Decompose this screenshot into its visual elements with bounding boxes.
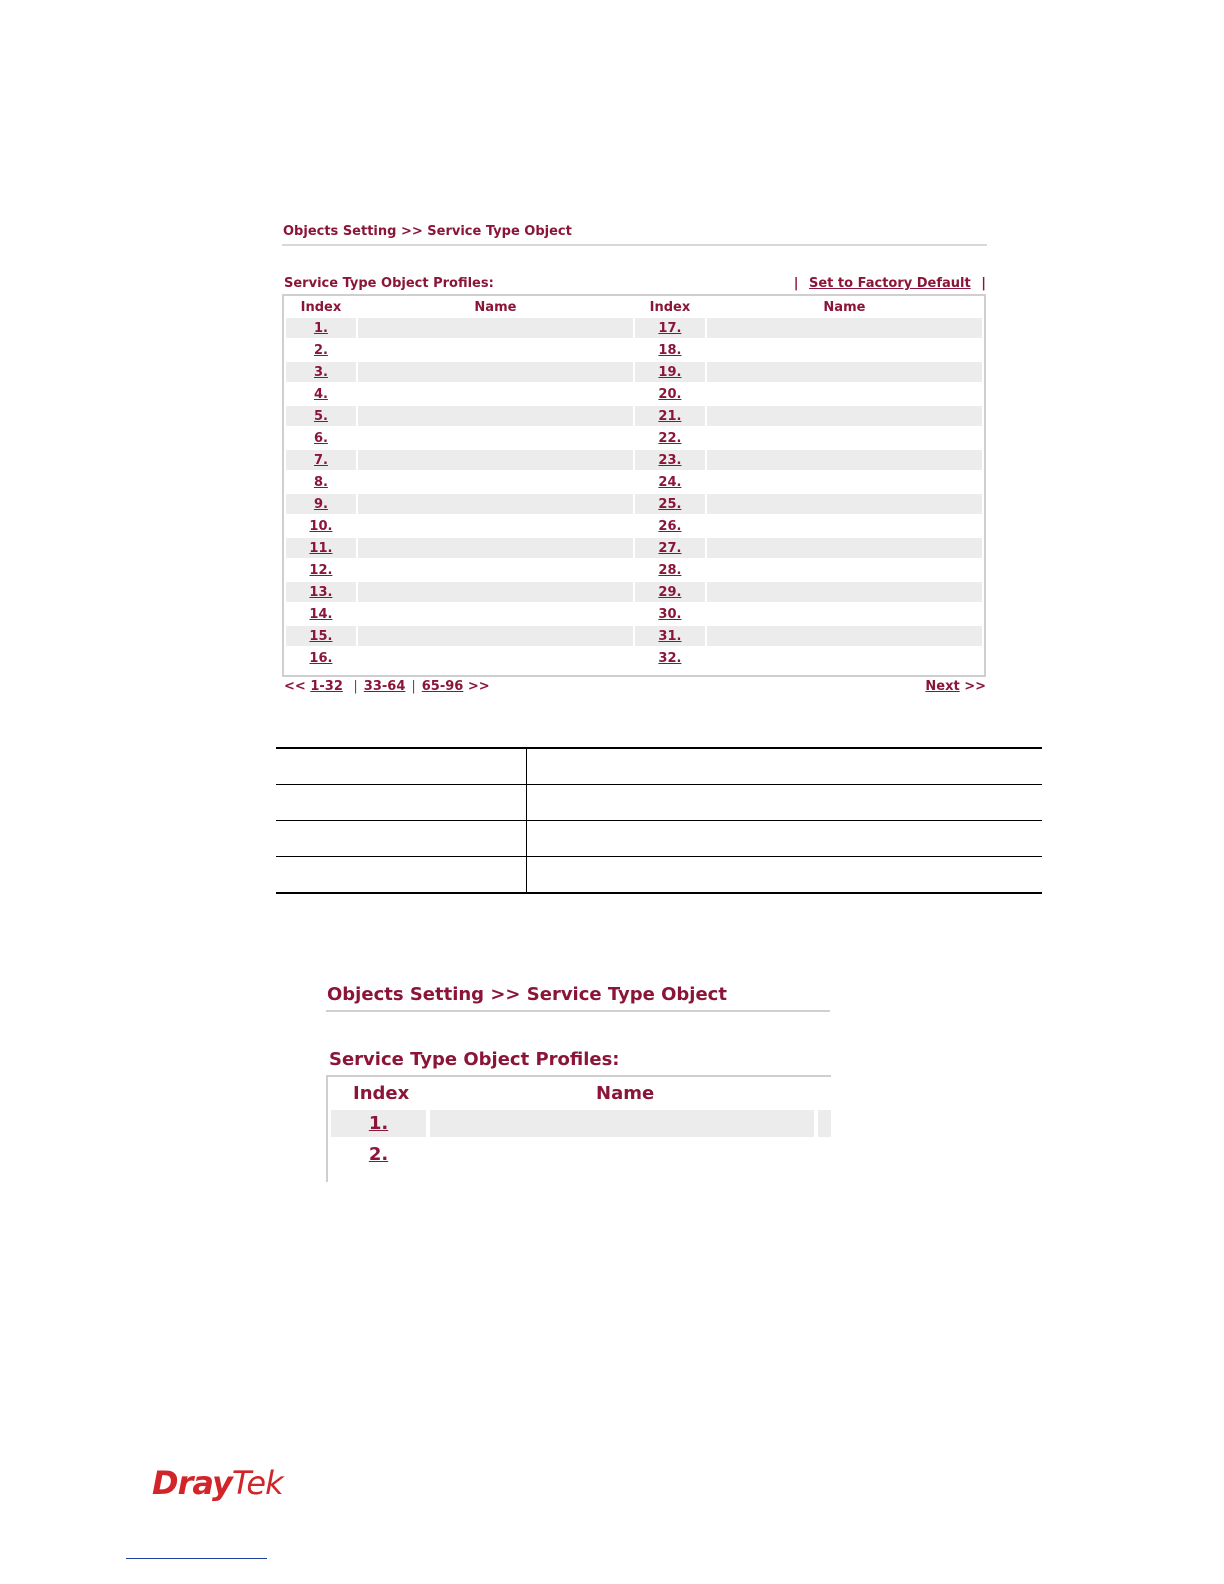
name-cell: [430, 1110, 814, 1137]
profile-index-link[interactable]: 1.: [313, 320, 328, 336]
index-cell: [635, 648, 705, 670]
index-cell: [286, 648, 356, 670]
next-column-cell: [818, 1141, 831, 1168]
index-cell: [635, 582, 705, 604]
table-header-row: [286, 298, 982, 318]
page-links: [284, 679, 490, 694]
table-row: [286, 428, 982, 450]
logo-dray: Dray: [152, 1464, 232, 1502]
page-link-1-32[interactable]: 1-32: [310, 679, 343, 694]
profile-index-link[interactable]: 6.: [313, 430, 328, 446]
name-cell: [358, 406, 633, 428]
profile-index-link[interactable]: 1.: [368, 1113, 389, 1134]
name-cell: [430, 1141, 814, 1168]
table-row: [286, 340, 982, 362]
draytek-logo: [152, 1464, 283, 1502]
index-cell: [635, 318, 705, 340]
table-row: [286, 494, 982, 516]
index-cell: [286, 362, 356, 384]
page-title: Objects Setting >> Service Type Object: [326, 980, 830, 1012]
profile-index-link[interactable]: 31.: [658, 628, 682, 644]
profile-index-link[interactable]: 10.: [309, 518, 333, 534]
name-cell: [358, 472, 633, 494]
name-cell: [707, 648, 982, 670]
name-cell: [707, 384, 982, 406]
index-cell: [635, 362, 705, 384]
table-row: [286, 516, 982, 538]
table-row: [286, 318, 982, 340]
table-row: [286, 560, 982, 582]
table-rule: [276, 784, 1042, 785]
profiles-title: Service Type Object Profiles:: [284, 276, 494, 291]
name-cell: [358, 362, 633, 384]
index-cell: [286, 494, 356, 516]
profiles-grid: [326, 1075, 831, 1182]
profile-index-link[interactable]: 2.: [313, 342, 328, 358]
profile-index-link[interactable]: 20.: [658, 386, 682, 402]
name-cell: [358, 428, 633, 450]
name-cell: [707, 560, 982, 582]
index-cell: [286, 428, 356, 450]
index-cell: [635, 494, 705, 516]
profiles-grid: [282, 294, 986, 677]
profile-index-link[interactable]: 30.: [658, 606, 682, 622]
profile-index-link[interactable]: 27.: [658, 540, 682, 556]
service-type-object-screenshot: [282, 220, 988, 697]
table-row: [286, 362, 982, 384]
index-cell: [331, 1110, 426, 1137]
header-name: Name: [596, 1083, 655, 1104]
name-cell: [707, 362, 982, 384]
table-header-row: [328, 1077, 831, 1110]
profiles-table-body: [286, 318, 982, 670]
index-cell: [286, 582, 356, 604]
table-row: [328, 1141, 831, 1168]
profiles-title: Service Type Object Profiles:: [329, 1049, 620, 1070]
table-row: [286, 626, 982, 648]
index-cell: [635, 538, 705, 560]
description-table: [276, 747, 1042, 894]
index-cell: [286, 384, 356, 406]
separator: |: [793, 276, 799, 291]
profile-index-link[interactable]: 4.: [313, 386, 328, 402]
profile-index-link[interactable]: 24.: [658, 474, 682, 490]
next-page-arrows: >>: [467, 679, 490, 694]
name-cell: [707, 340, 982, 362]
prev-arrows: <<: [284, 679, 306, 694]
next-column-cell: [818, 1110, 831, 1137]
name-cell: [358, 626, 633, 648]
profile-index-link[interactable]: 2.: [368, 1144, 389, 1165]
profile-index-link[interactable]: 17.: [658, 320, 682, 336]
index-cell: [286, 626, 356, 648]
footer-rule: [126, 1558, 267, 1559]
profile-index-link[interactable]: 11.: [309, 540, 333, 556]
name-cell: [707, 494, 982, 516]
profile-index-link[interactable]: 23.: [658, 452, 682, 468]
table-rule: [276, 856, 1042, 857]
index-cell: [635, 340, 705, 362]
index-cell: [635, 450, 705, 472]
index-cell: [286, 406, 356, 428]
name-cell: [707, 318, 982, 340]
table-row: [286, 604, 982, 626]
index-cell: [286, 340, 356, 362]
name-cell: [358, 560, 633, 582]
set-to-factory-default-link[interactable]: Set to Factory Default: [809, 276, 971, 291]
header-name-left: Name: [474, 300, 517, 315]
header-index-left: Index: [300, 300, 342, 315]
index-cell: [286, 516, 356, 538]
index-cell: [635, 626, 705, 648]
profile-index-link[interactable]: 5.: [313, 408, 328, 424]
index-cell: [286, 472, 356, 494]
name-cell: [358, 516, 633, 538]
name-cell: [358, 582, 633, 604]
name-cell: [358, 318, 633, 340]
pagination: [282, 679, 988, 697]
name-cell: [358, 604, 633, 626]
table-row: [286, 450, 982, 472]
table-row: [286, 538, 982, 560]
profile-index-link[interactable]: 7.: [313, 452, 328, 468]
logo-tek: Tek: [231, 1464, 283, 1502]
service-type-object-zoom-screenshot: [326, 980, 831, 1182]
profiles-table: [284, 298, 984, 670]
name-cell: [707, 428, 982, 450]
table-row: [286, 648, 982, 670]
index-cell: [286, 560, 356, 582]
index-cell: [286, 450, 356, 472]
profile-index-link[interactable]: 29.: [658, 584, 682, 600]
next-link[interactable]: Next: [925, 679, 960, 694]
name-cell: [707, 516, 982, 538]
profile-index-link[interactable]: 18.: [658, 342, 682, 358]
next-arrows: >>: [964, 679, 986, 694]
table-row: [286, 406, 982, 428]
table-row: [286, 384, 982, 406]
name-cell: [358, 494, 633, 516]
name-cell: [358, 538, 633, 560]
index-cell: [331, 1141, 426, 1168]
name-cell: [707, 604, 982, 626]
page-link-33-64[interactable]: 33-64: [363, 679, 406, 694]
profile-index-link[interactable]: 21.: [658, 408, 682, 424]
page-link-65-96[interactable]: 65-96: [421, 679, 464, 694]
profile-index-link[interactable]: 15.: [309, 628, 333, 644]
header-index-right: Index: [649, 300, 691, 315]
index-cell: [635, 384, 705, 406]
profile-index-link[interactable]: 13.: [309, 584, 333, 600]
index-cell: [286, 538, 356, 560]
separator: |: [981, 276, 986, 291]
profile-index-link[interactable]: 32.: [658, 650, 682, 666]
name-cell: [707, 626, 982, 648]
index-cell: [635, 516, 705, 538]
profile-index-link[interactable]: 28.: [658, 562, 682, 578]
name-cell: [358, 384, 633, 406]
name-cell: [707, 406, 982, 428]
profile-index-link[interactable]: 26.: [658, 518, 682, 534]
index-cell: [286, 604, 356, 626]
profile-index-link[interactable]: 12.: [309, 562, 333, 578]
profiles-toolbar: [282, 276, 988, 292]
table-row: [286, 582, 982, 604]
header-name-right: Name: [823, 300, 866, 315]
page-title: Objects Setting >> Service Type Object: [282, 220, 987, 246]
name-cell: [358, 648, 633, 670]
next-group: [925, 679, 986, 694]
profile-index-link[interactable]: 22.: [658, 430, 682, 446]
table-row: [328, 1110, 831, 1137]
table-rule: [276, 820, 1042, 821]
profile-index-link[interactable]: 16.: [309, 650, 333, 666]
index-cell: [635, 604, 705, 626]
name-cell: [707, 582, 982, 604]
table-column-divider: [526, 747, 527, 894]
profile-index-link[interactable]: 8.: [313, 474, 328, 490]
table-rule-bottom: [276, 892, 1042, 894]
table-row: [286, 472, 982, 494]
profile-index-link[interactable]: 14.: [309, 606, 333, 622]
name-cell: [707, 538, 982, 560]
name-cell: [358, 340, 633, 362]
index-cell: [635, 560, 705, 582]
name-cell: [358, 450, 633, 472]
name-cell: [707, 472, 982, 494]
index-cell: [286, 318, 356, 340]
name-cell: [707, 450, 982, 472]
separator: |: [411, 679, 416, 694]
profile-index-link[interactable]: 9.: [313, 496, 328, 512]
factory-default-group: [794, 276, 986, 291]
separator: |: [353, 679, 358, 694]
table-rule-top: [276, 747, 1042, 749]
profile-index-link[interactable]: 3.: [313, 364, 328, 380]
header-index: Index: [353, 1083, 410, 1104]
profile-index-link[interactable]: 25.: [658, 496, 682, 512]
index-cell: [635, 428, 705, 450]
index-cell: [635, 472, 705, 494]
index-cell: [635, 406, 705, 428]
profile-index-link[interactable]: 19.: [658, 364, 682, 380]
